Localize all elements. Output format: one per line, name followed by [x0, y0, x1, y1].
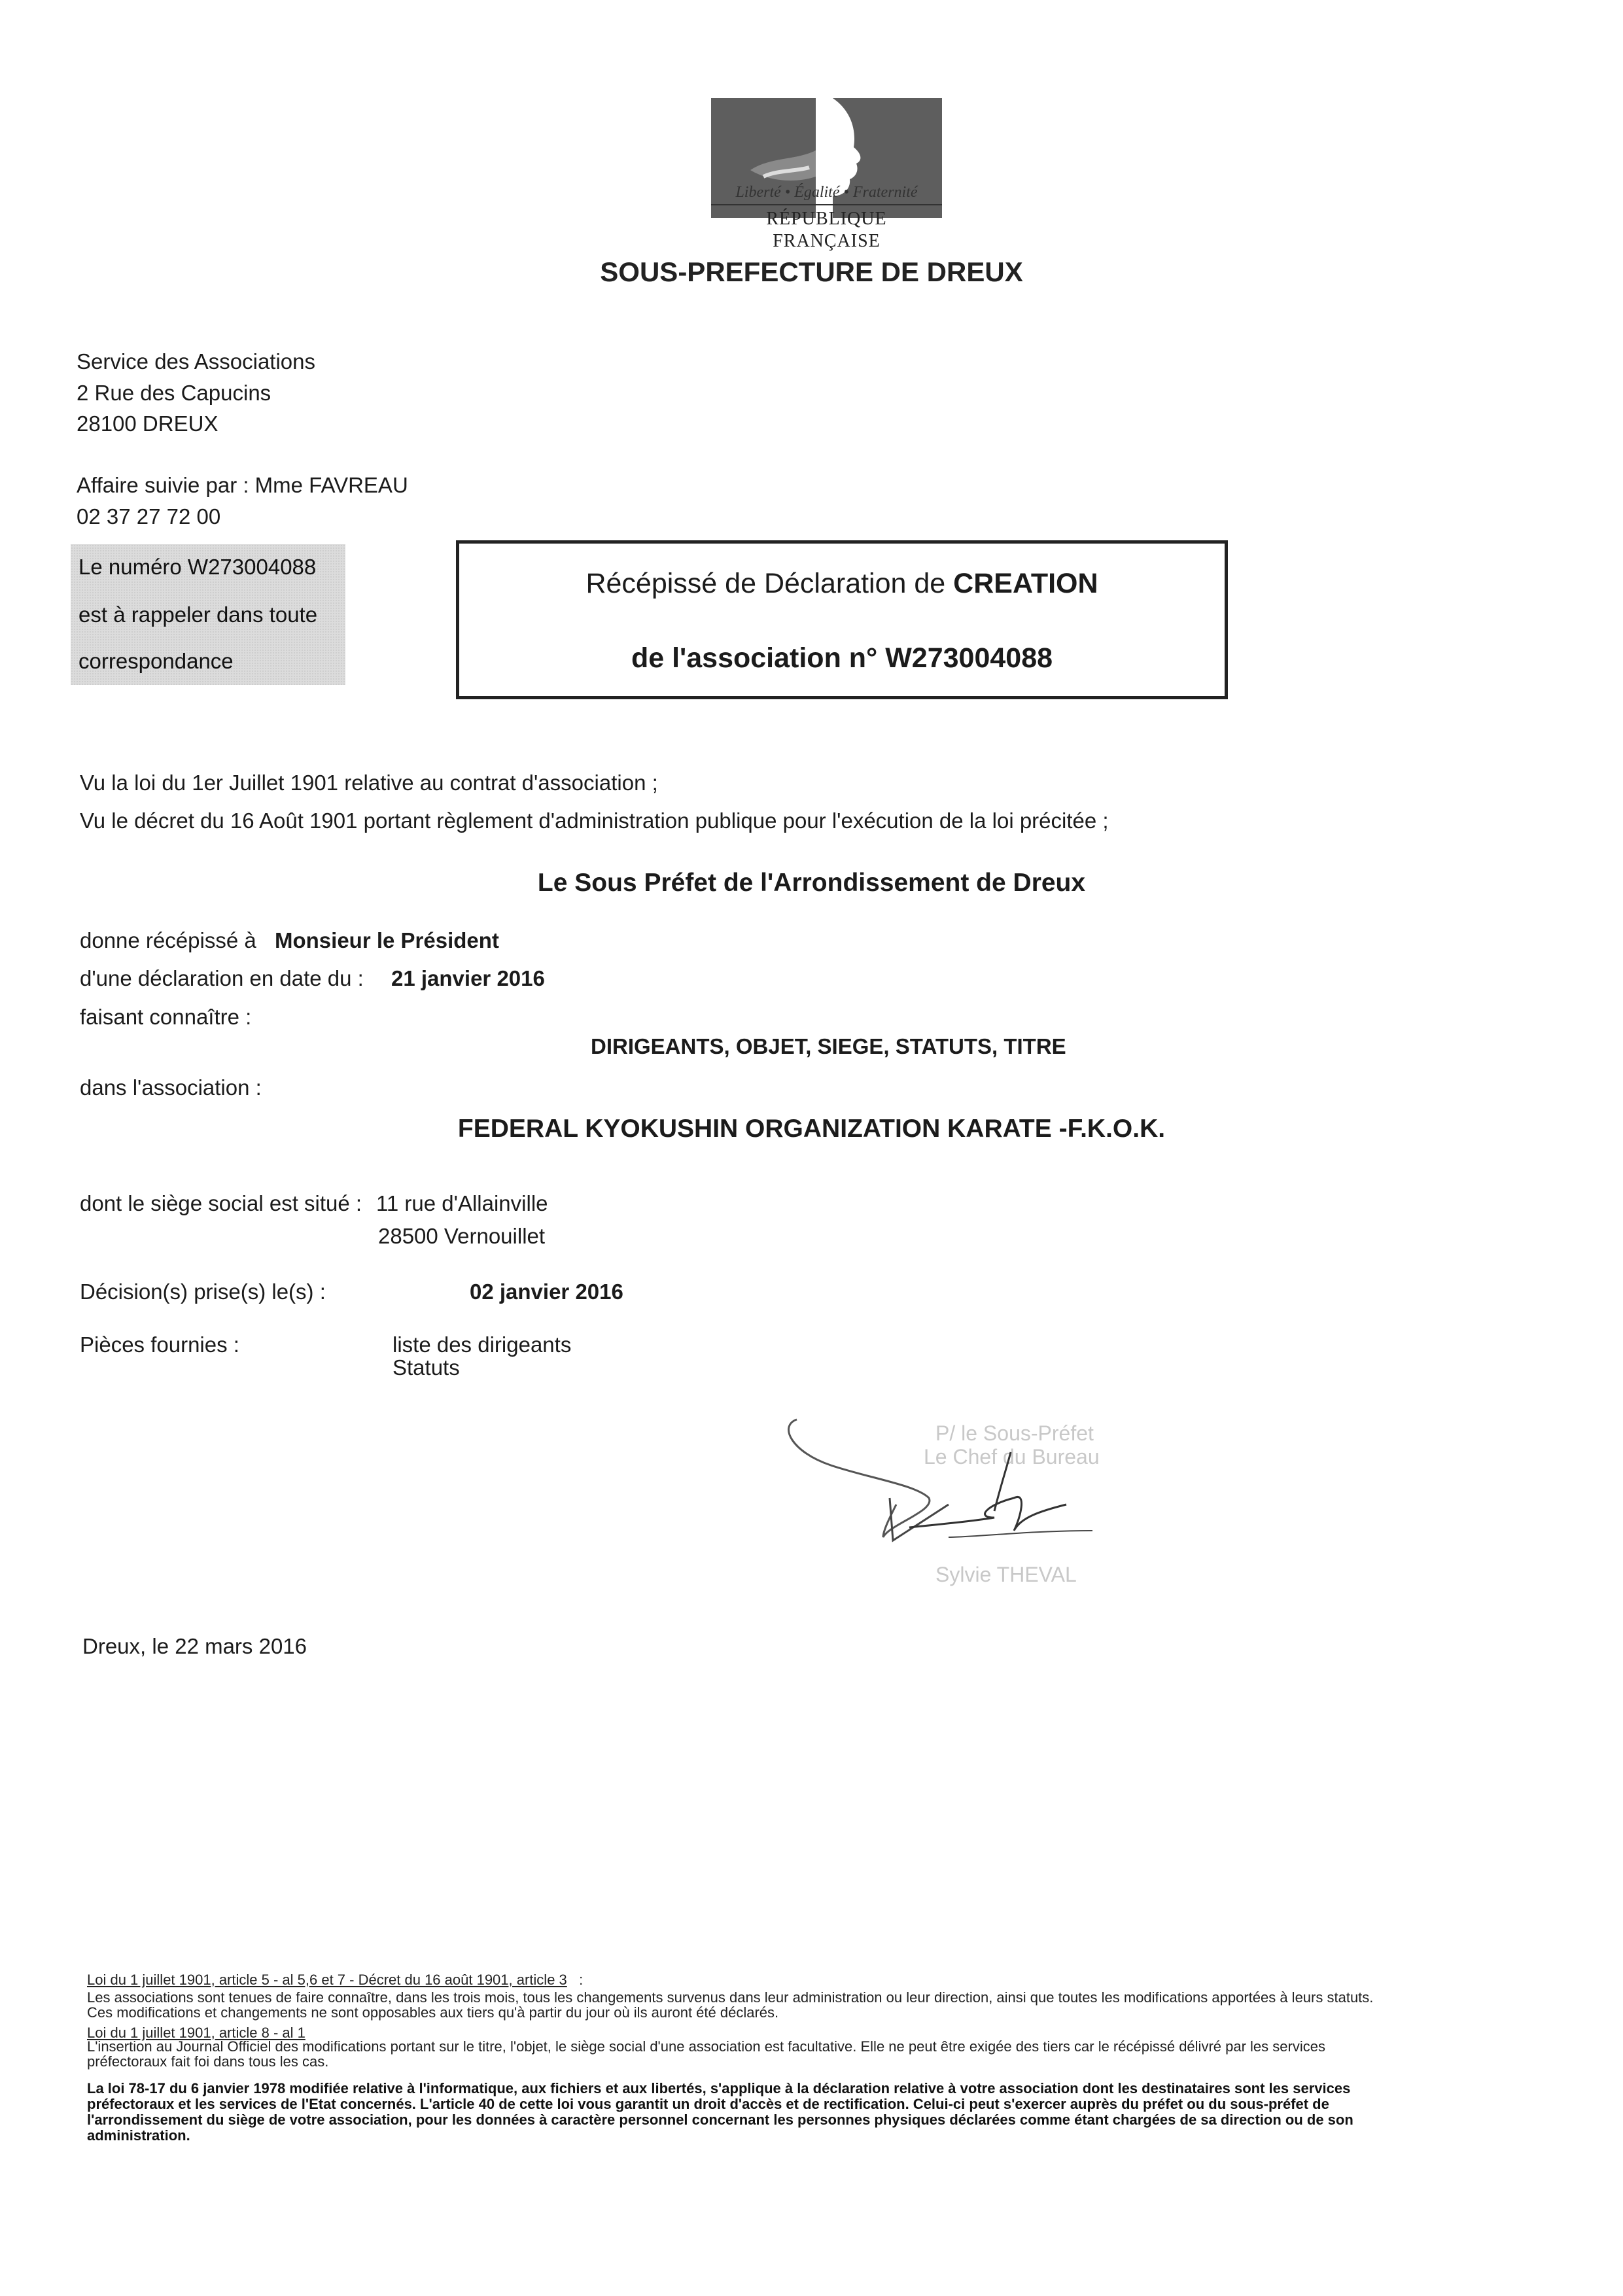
reminder-line: est à rappeler dans toute — [79, 602, 318, 627]
decision-value: 02 janvier 2016 — [470, 1279, 623, 1304]
pieces-label: Pièces fournies : — [80, 1332, 239, 1357]
recipient-label: donne récépissé à — [80, 928, 256, 952]
service-street: 2 Rue des Capucins — [77, 381, 271, 405]
association-number: W273004088 — [885, 642, 1053, 674]
signer-name: Sylvie THEVAL — [935, 1563, 1077, 1586]
footer-text: l'arrondissement du siège de votre association, pour les données à caractère personnel concernant les personnes physiques déclarées comme étant chargées de sa direction ou de son — [87, 2112, 1353, 2128]
seat-street: 11 rue d'Allainville — [376, 1191, 548, 1215]
declaration-date-value: 21 janvier 2016 — [391, 966, 545, 990]
receipt-title — [459, 567, 1225, 600]
law-reference: Vu la loi du 1er Juillet 1901 relative au contrat d'association ; — [80, 771, 658, 795]
piece-item: liste des dirigeants — [393, 1332, 572, 1357]
association-name: FEDERAL KYOKUSHIN ORGANIZATION KARATE -F.K.O.K. — [457, 1115, 1166, 1143]
footer-text: préfectoraux fait foi dans tous les cas. — [87, 2053, 329, 2070]
receipt-number-line — [459, 642, 1225, 674]
stamp-line: P/ le Sous-Préfet — [935, 1421, 1094, 1445]
footer-text: L'insertion au Journal Officiel des modifications portant sur le titre, l'objet, le siège social d'une association est facultative. Elle ne peut être exigée des tiers car le récépissé délivré par les services — [87, 2038, 1325, 2055]
page-title: SOUS-PREFECTURE DE DREUX — [600, 256, 1023, 287]
footer-reference — [87, 1972, 583, 1988]
seat-label: dont le siège social est situé : — [80, 1191, 362, 1215]
reference-reminder-box — [71, 544, 345, 685]
footer-reference-suffix: : — [579, 1972, 584, 1988]
receipt-number-prefix: de l'association n° — [631, 642, 886, 674]
piece-item: Statuts — [393, 1355, 460, 1380]
reminder-line: correspondance — [79, 649, 234, 673]
recipient-value: Monsieur le Président — [275, 928, 499, 952]
footer-reference: Loi du 1 juillet 1901, article 8 - al 1 — [87, 2025, 305, 2041]
receipt-title-prefix: Récépissé de Déclaration de — [585, 568, 954, 599]
footer-text: Ces modifications et changements ne sont opposables aux tiers qu'à partir du jour où ils auront été déclarés. — [87, 2004, 779, 2021]
service-name: Service des Associations — [77, 349, 316, 374]
reminder-line: Le numéro W273004088 — [79, 555, 317, 579]
service-city: 28100 DREUX — [77, 411, 218, 436]
declaration-date-label: d'une déclaration en date du : — [80, 966, 364, 990]
footer-text: préfectoraux et les services de l'Etat concernés. L'article 40 de cette loi vous garantit un droit d'accès et de rectification. Celui-ci peut s'exercer auprès du préfet ou du sous-préfet de — [87, 2096, 1329, 2112]
association-label: dans l'association : — [80, 1075, 262, 1100]
notify-value: DIRIGEANTS, OBJET, SIEGE, STATUTS, TITRE — [591, 1034, 1066, 1058]
receipt-type: CREATION — [953, 568, 1098, 599]
notify-label: faisant connaître : — [80, 1005, 252, 1029]
place-and-date: Dreux, le 22 mars 2016 — [82, 1634, 307, 1658]
logo-republic: RÉPUBLIQUE FRANÇAISE — [766, 209, 887, 251]
seat-city: 28500 Vernouillet — [378, 1224, 546, 1248]
handled-by: Affaire suivie par : Mme FAVREAU — [77, 473, 408, 497]
signature-block — [778, 1406, 1184, 1603]
footer-text: Les associations sont tenues de faire connaître, dans les trois mois, tous les changements survenus dans leur administration ou leur direction, ainsi que toutes les modifications apportées à leurs statuts. — [87, 1989, 1374, 2006]
footer-text: administration. — [87, 2127, 190, 2144]
logo-divider — [711, 204, 942, 205]
handwritten-signature-icon — [778, 1406, 1184, 1603]
stamp-line: Le Chef du Bureau — [924, 1445, 1100, 1469]
receipt-title-box — [456, 540, 1228, 699]
logo-motto: Liberté • Égalité • Fraternité — [735, 184, 918, 201]
decision-label: Décision(s) prise(s) le(s) : — [80, 1279, 326, 1304]
authority-heading: Le Sous Préfet de l'Arrondissement de Dreux — [537, 869, 1086, 897]
decree-reference: Vu le décret du 16 Août 1901 portant règlement d'administration publique pour l'exécution de la loi précitée ; — [80, 809, 1109, 833]
contact-phone: 02 37 27 72 00 — [77, 504, 221, 529]
footer-text: La loi 78-17 du 6 janvier 1978 modifiée relative à l'informatique, aux fichiers et aux libertés, s'applique à la déclaration relative à votre association dont les destinataires sont les services — [87, 2080, 1351, 2096]
footer-reference-text: Loi du 1 juillet 1901, article 5 - al 5,6 et 7 - Décret du 16 août 1901, article 3 — [87, 1972, 567, 1988]
